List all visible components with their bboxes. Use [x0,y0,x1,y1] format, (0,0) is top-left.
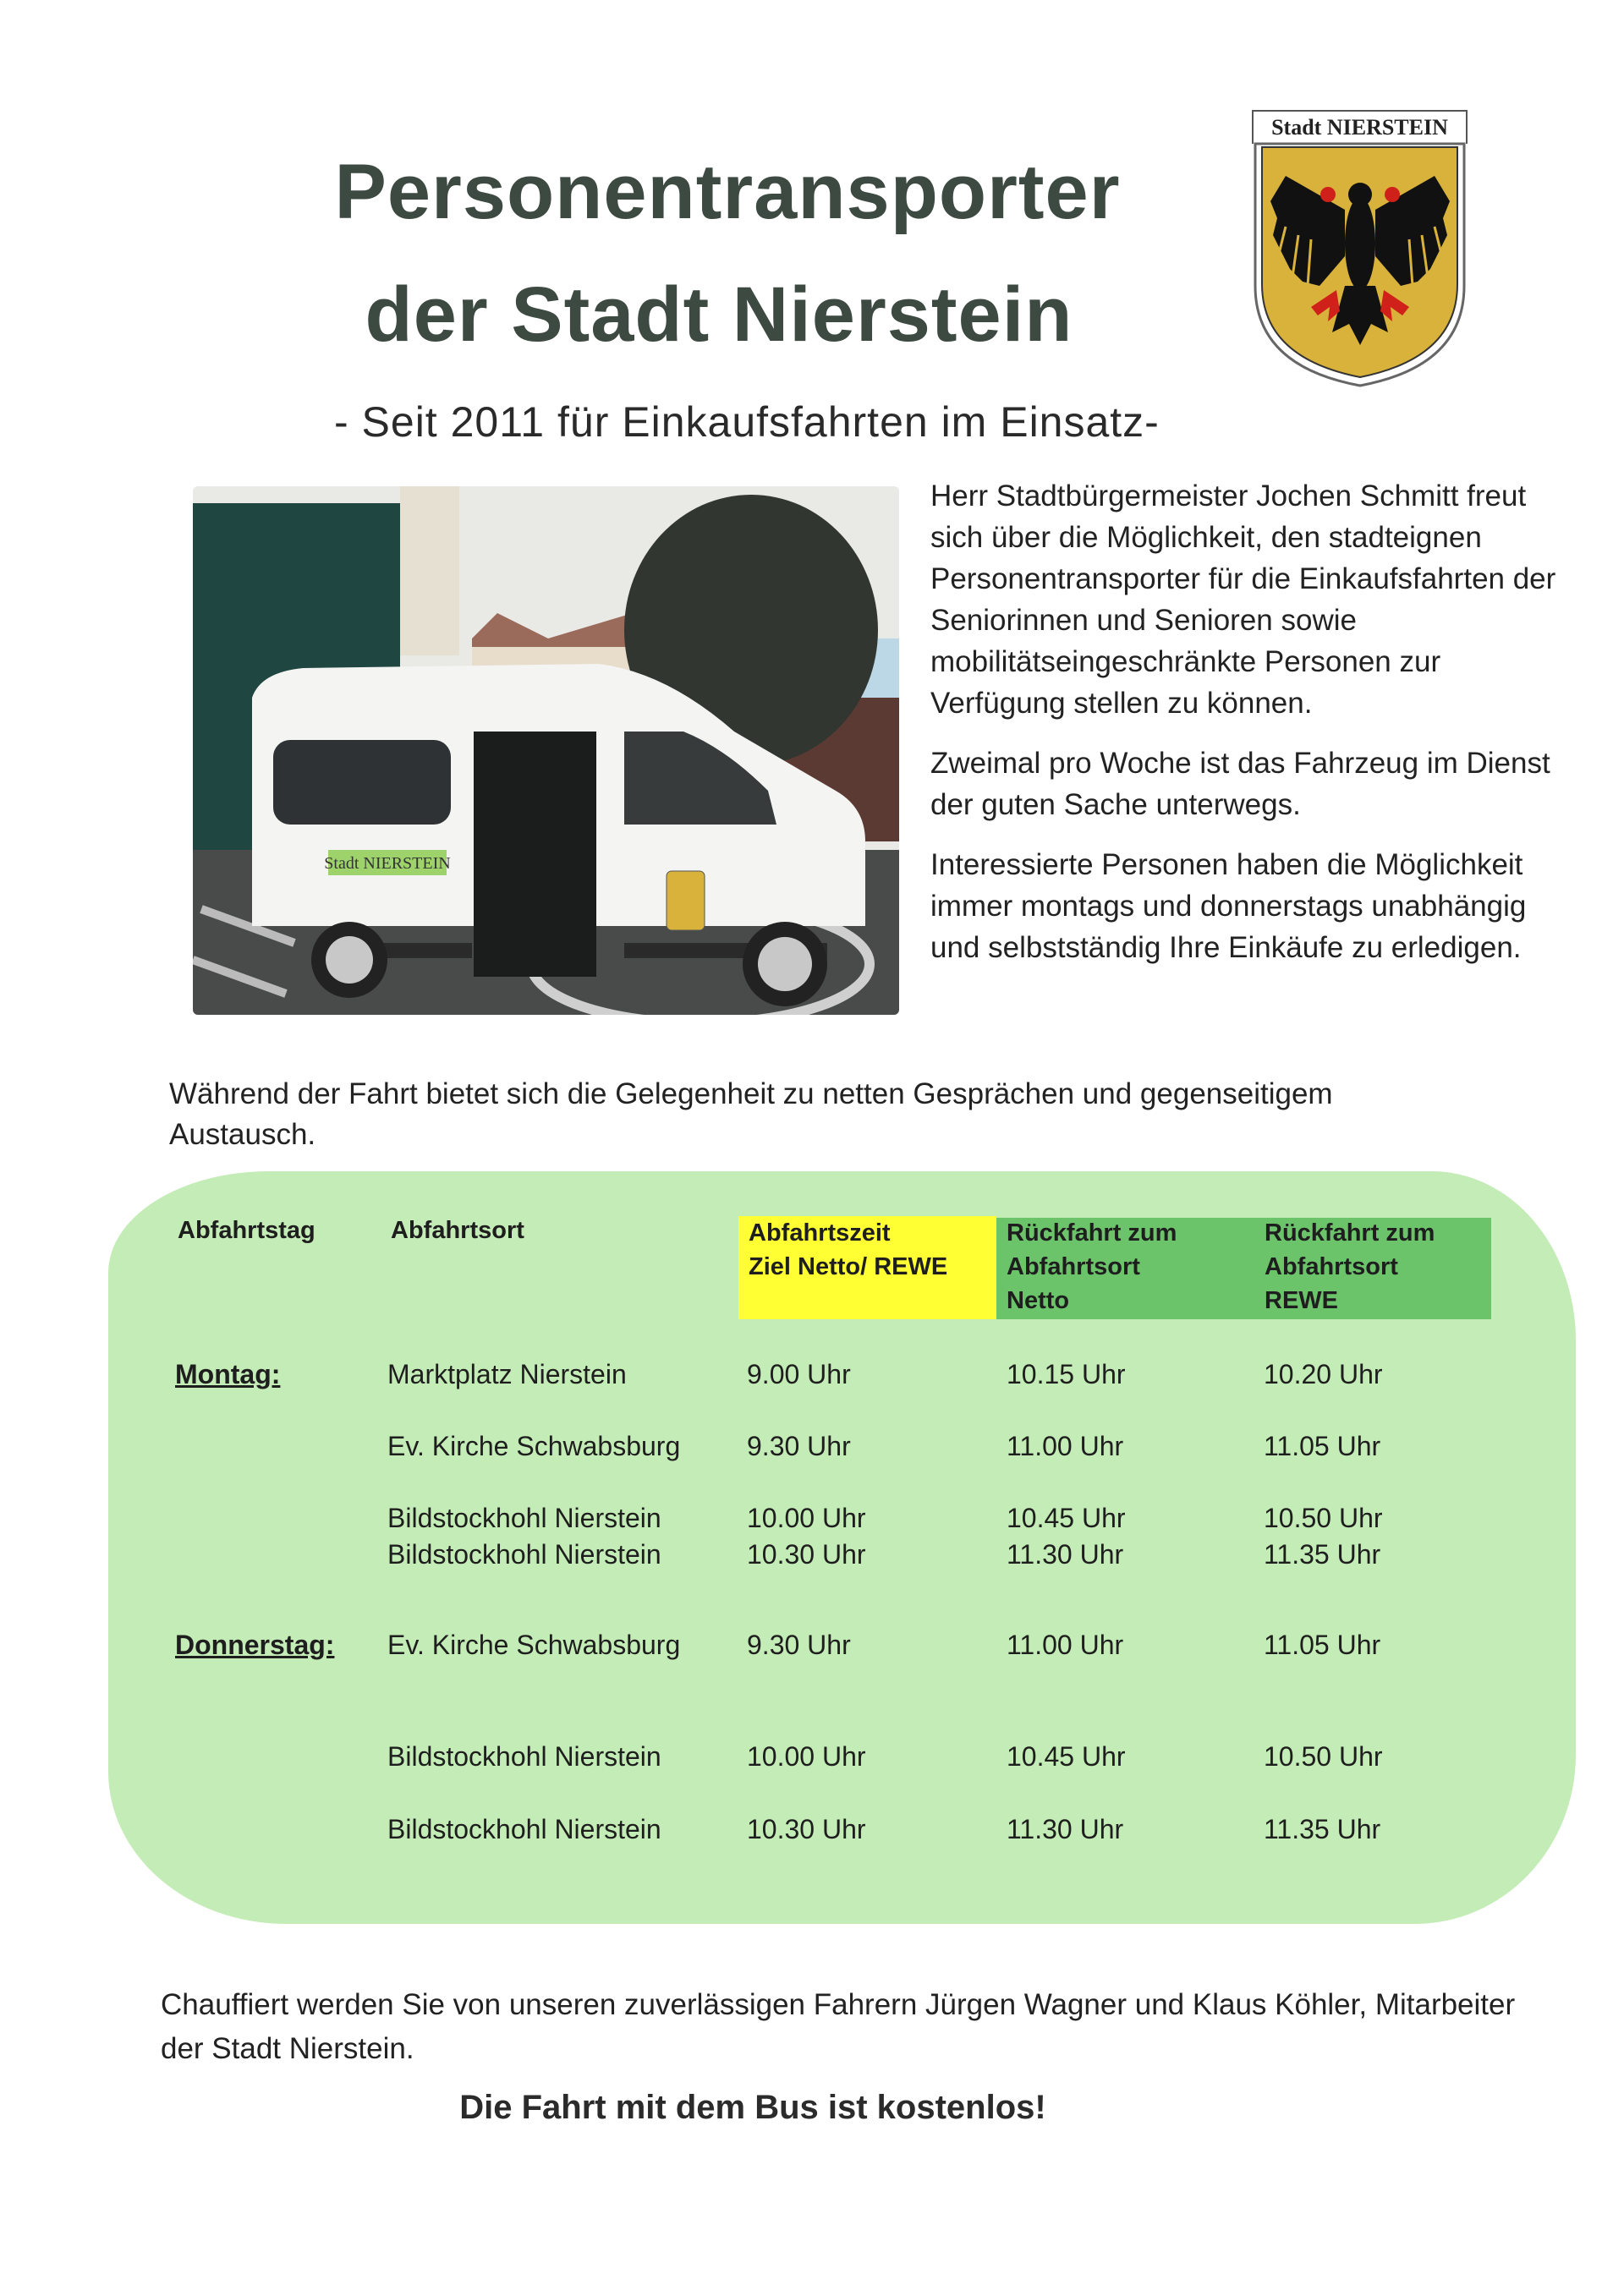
row-return-rewe: 10.50 Uhr [1264,1741,1383,1772]
row-day-thursday: Donnerstag: [175,1630,335,1660]
header-return-rewe-line1: Rückfahrt zum [1265,1219,1435,1247]
intro-paragraph: Herr Stadtbürgermeister Jochen Schmitt freut sich über die Möglichkeit, den stadteignen Personentransporter für die Einkaufsfahrten der Seniorinnen und Senioren sowie mobilitätseingeschränkte Personen zur Verfügung stellen zu können. [930,479,1556,720]
van-photo [193,486,899,1015]
row-depart: 9.30 Uhr [747,1630,851,1660]
van-door-sign: Stadt NIERSTEIN [324,854,451,873]
row-return-rewe: 11.35 Uhr [1264,1814,1381,1844]
intro-paragraph: Zweimal pro Woche ist das Fahrzeug im Dienst der guten Sache unterwegs. [930,747,1550,821]
coat-of-arms-eagle-icon [1252,142,1468,389]
row-return-rewe: 10.50 Uhr [1264,1503,1383,1533]
header-departure-line1: Abfahrtszeit [749,1219,891,1247]
intro-paragraph: Interessierte Personen haben die Möglichkeit immer montags und donnerstags unabhängig und selbstständig Ihre Einkäufe zu erledigen. [930,848,1527,964]
row-return-netto: 10.45 Uhr [1007,1741,1126,1772]
row-place: Bildstockhohl Nierstein [387,1741,661,1772]
row-depart: 10.00 Uhr [747,1741,866,1772]
header-place: Abfahrtsort [391,1217,524,1244]
header-return-rewe [1265,1216,1435,1318]
row-place: Marktplatz Nierstein [387,1359,627,1389]
page-title-line1: Personentransporter [334,149,1121,235]
row-depart: 9.00 Uhr [747,1359,851,1389]
header-day: Abfahrtstag [178,1217,315,1244]
van-image [193,486,899,1015]
row-return-netto: 11.30 Uhr [1007,1814,1124,1844]
row-return-rewe: 10.20 Uhr [1264,1359,1383,1389]
drivers-paragraph: Chauffiert werden Sie von unseren zuverlässigen Fahrern Jürgen Wagner und Klaus Köhler, Mitarbeiter der Stadt Nierstein. [161,1988,1516,2065]
row-depart: 10.00 Uhr [747,1503,866,1533]
header-departure-time [738,1216,996,1319]
header-return-netto-line2: Abfahrtsort [1007,1253,1140,1280]
header-return-netto-line1: Rückfahrt zum [1007,1219,1177,1247]
row-place: Bildstockhohl Nierstein [387,1814,661,1844]
header-departure-line2: Ziel Netto/ REWE [749,1253,948,1280]
row-place: Ev. Kirche Schwabsburg [387,1431,681,1461]
page-title-line2: der Stadt Nierstein [365,271,1073,358]
row-return-netto: 10.15 Uhr [1007,1359,1126,1389]
header-return-netto [1007,1216,1177,1318]
row-return-rewe: 11.05 Uhr [1264,1431,1381,1461]
free-ride-notice: Die Fahrt mit dem Bus ist kostenlos! [459,2089,1046,2126]
page-subtitle: - Seit 2011 für Einkaufsfahrten im Einsatz- [334,398,1160,446]
crest-label: Stadt NIERSTEIN [1252,110,1468,144]
row-day-monday: Montag: [175,1359,281,1389]
row-return-netto: 11.00 Uhr [1007,1431,1124,1461]
conversation-paragraph: Während der Fahrt bietet sich die Gelegenheit zu netten Gesprächen und gegenseitigem Austausch. [169,1077,1333,1151]
row-return-netto: 10.45 Uhr [1007,1503,1126,1533]
row-return-netto: 11.00 Uhr [1007,1630,1124,1660]
header-return-rewe-line2: Abfahrtsort [1265,1253,1398,1280]
city-coat-of-arms [1252,110,1468,389]
header-return-rewe-line3: REWE [1265,1287,1338,1314]
row-depart: 10.30 Uhr [747,1814,866,1844]
row-return-rewe: 11.05 Uhr [1264,1630,1381,1660]
row-depart: 9.30 Uhr [747,1431,851,1461]
row-return-rewe: 11.35 Uhr [1264,1539,1381,1570]
row-place: Bildstockhohl Nierstein [387,1539,661,1570]
row-return-netto: 11.30 Uhr [1007,1539,1124,1570]
row-depart: 10.30 Uhr [747,1539,866,1570]
row-place: Ev. Kirche Schwabsburg [387,1630,681,1660]
row-place: Bildstockhohl Nierstein [387,1503,661,1533]
header-return-netto-line3: Netto [1007,1287,1070,1314]
intro-text [930,475,1573,987]
